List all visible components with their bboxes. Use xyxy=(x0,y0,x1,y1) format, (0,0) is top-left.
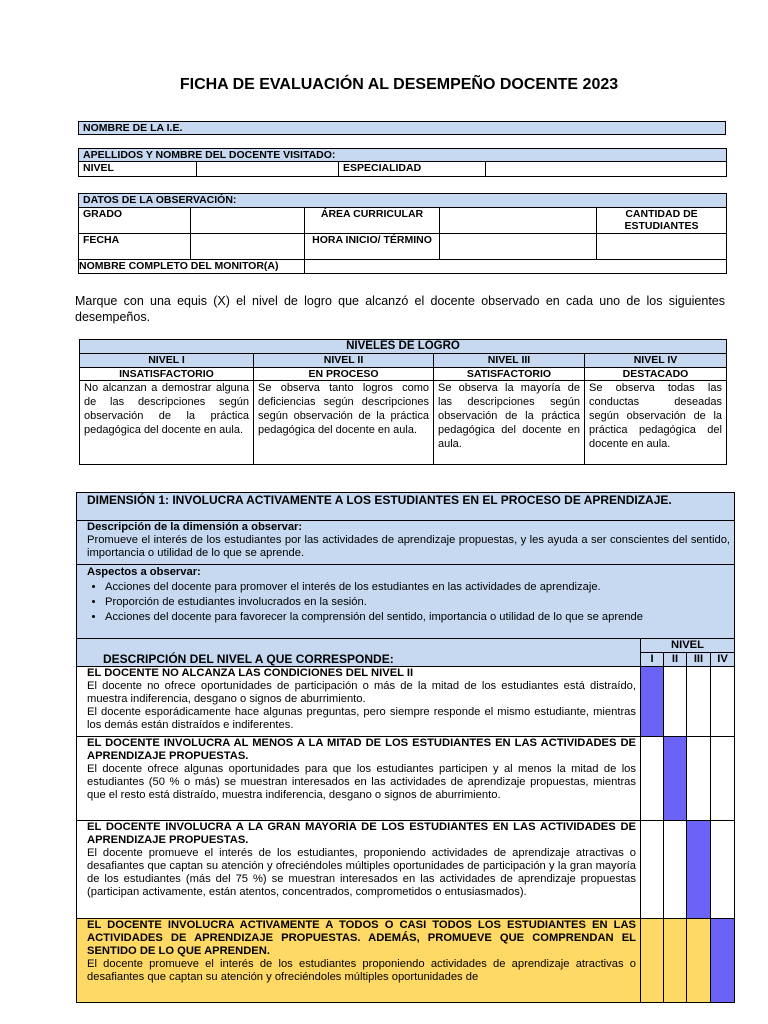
especialidad-field[interactable] xyxy=(486,162,727,177)
table-row xyxy=(77,919,735,1003)
nivel-4-desc: Se observa todas las conductas deseadas según observación de la práctica pedagógica del docente en aula. xyxy=(585,381,727,465)
row-title: EL DOCENTE INVOLUCRA A LA GRAN MAYORÍA DE LOS ESTUDIANTES EN LAS ACTIVIDADES DE APRENDIZAJE PROPUESTAS. xyxy=(87,821,636,846)
aspecto-item: • Acciones del docente para promover el interés de los estudiantes en las actividades de aprendizaje. xyxy=(105,580,730,595)
nivel-label: NIVEL xyxy=(79,162,197,177)
level-col-iii: III xyxy=(687,653,711,667)
nivel-4-name: DESTACADO xyxy=(585,368,727,381)
nivel-col-header: NIVEL xyxy=(641,639,735,653)
nivel-1-desc: No alcanzan a demostrar alguna de las descripciones según observación de la práctica pedagógica del docente en aula. xyxy=(80,381,254,465)
row-desc: El docente promueve el interés de los estudiantes proponiendo actividades de aprendizaje atractivas o desafiantes que captan su atención y ofreciéndoles múltiples oportunidades de xyxy=(87,958,636,983)
cantidad-label: CANTIDAD DE ESTUDIANTES xyxy=(597,208,727,234)
nivel-2-label: NIVEL II xyxy=(254,354,434,368)
area-field[interactable] xyxy=(440,208,597,234)
level-cell-ii[interactable] xyxy=(664,667,687,737)
level-col-iv: IV xyxy=(711,653,735,667)
nivel-1-label: NIVEL I xyxy=(80,354,254,368)
observacion-table xyxy=(78,193,727,274)
level-cell-iii[interactable] xyxy=(687,821,711,919)
dimension-desc-label: Descripción de la dimensión a observar: xyxy=(87,521,303,533)
hora-field[interactable] xyxy=(440,234,597,260)
level-cell-ii[interactable] xyxy=(664,821,687,919)
level-cell-i[interactable] xyxy=(641,821,664,919)
level-cell-iv[interactable] xyxy=(711,737,735,821)
row-desc: El docente promueve el interés de los estudiantes, proponiendo actividades de aprendizaje atractivas o desafiantes que captan su atención y ofreciéndoles múltiples oportunidades de participación y la gran mayoría de los estudiantes (más del 75 %) se muestran interesados en las actividades de aprendizaje propuestas (participan activamente, están atentos, concentrados, comprometidos o entusiasmados). xyxy=(87,847,636,898)
nivel-4-label: NIVEL IV xyxy=(585,354,727,368)
nivel-2-desc: Se observa tanto logros como deficiencias según descripciones según observación de la práctica pedagógica del docente en aula. xyxy=(254,381,434,465)
aspecto-item: • Acciones del docente para favorecer la comprensión del sentido, importancia o utilidad de lo que se aprende xyxy=(105,610,730,625)
level-cell-iv[interactable] xyxy=(711,667,735,737)
niveles-header: NIVELES DE LOGRO xyxy=(80,340,727,354)
fecha-label: FECHA xyxy=(79,234,191,260)
aspectos-label: Aspectos a observar: xyxy=(87,566,201,578)
monitor-field[interactable] xyxy=(305,260,727,274)
row-desc: El docente ofrece algunas oportunidades para que los estudiantes participen y al menos la mitad de los estudiantes (50 % o más) se muestran interesados en las actividades de aprendizaje propuestas, mientras que el resto está distraído, muestra indiferencia, desgano o signos de aburrimiento. xyxy=(87,763,636,801)
docente-table xyxy=(78,148,727,177)
level-col-ii: II xyxy=(664,653,687,667)
level-cell-ii[interactable] xyxy=(664,737,687,821)
row-desc: El docente esporádicamente hace algunas preguntas, pero siempre responde el mismo estudiante, mientras los demás están distraídos e indiferentes. xyxy=(87,706,636,731)
level-col-i: I xyxy=(641,653,664,667)
row-title: EL DOCENTE NO ALCANZA LAS CONDICIONES DEL NIVEL II xyxy=(87,667,414,679)
niveles-table xyxy=(79,339,727,465)
aspecto-item: • Proporción de estudiantes involucrados en la sesión. xyxy=(105,595,730,610)
level-cell-i[interactable] xyxy=(641,667,664,737)
ie-label: NOMBRE DE LA I.E. xyxy=(79,122,726,135)
observacion-header: DATOS DE LA OBSERVACIÓN: xyxy=(79,194,727,208)
dimension-table xyxy=(76,492,735,1003)
cantidad-field[interactable] xyxy=(597,234,727,260)
instruction-text: Marque con una equis (X) el nivel de logro que alcanzó el docente observado en cada uno de los siguientes desempeños. xyxy=(75,294,725,324)
table-row xyxy=(77,821,735,919)
level-cell-iii[interactable] xyxy=(687,737,711,821)
nivel-3-label: NIVEL III xyxy=(434,354,585,368)
grado-label: GRADO xyxy=(79,208,191,234)
dimension-title: DIMENSIÓN 1: INVOLUCRA ACTIVAMENTE A LOS ESTUDIANTES EN EL PROCESO DE APRENDIZAJE. xyxy=(77,493,735,521)
grado-field[interactable] xyxy=(191,208,305,234)
level-cell-iv[interactable] xyxy=(711,821,735,919)
hora-label: HORA INICIO/ TÉRMINO xyxy=(305,234,440,260)
aspectos-list xyxy=(87,580,730,625)
level-cell-i[interactable] xyxy=(641,919,664,1003)
level-cell-i[interactable] xyxy=(641,737,664,821)
nivel-3-desc: Se observa la mayoría de las descripciones según observación de la práctica pedagógica del docente en aula. xyxy=(434,381,585,465)
row-title: EL DOCENTE INVOLUCRA AL MENOS A LA MITAD DE LOS ESTUDIANTES EN LAS ACTIVIDADES DE APRENDIZAJE PROPUESTAS. xyxy=(87,737,636,762)
nivel-field[interactable] xyxy=(197,162,339,177)
nivel-3-name: SATISFACTORIO xyxy=(434,368,585,381)
level-cell-iv[interactable] xyxy=(711,919,735,1003)
level-cell-iii[interactable] xyxy=(687,919,711,1003)
row-title: EL DOCENTE INVOLUCRA ACTIVAMENTE A TODOS O CASI TODOS LOS ESTUDIANTES EN LAS ACTIVIDADES DE APRENDIZAJE PROPUESTAS. ADEMÁS, PROMUEVE QUE COMPRENDAN EL SENTIDO DE LO QUE APRENDEN. xyxy=(87,919,636,957)
level-cell-ii[interactable] xyxy=(664,919,687,1003)
fecha-field[interactable] xyxy=(191,234,305,260)
page-title: FICHA DE EVALUACIÓN AL DESEMPEÑO DOCENTE 2023 xyxy=(179,76,619,93)
area-label: ÁREA CURRICULAR xyxy=(305,208,440,234)
docente-label: APELLIDOS Y NOMBRE DEL DOCENTE VISITADO: xyxy=(79,149,727,162)
monitor-label: NOMBRE COMPLETO DEL MONITOR(A) xyxy=(79,260,305,274)
table-row xyxy=(77,737,735,821)
nivel-1-name: INSATISFACTORIO xyxy=(80,368,254,381)
nivel-2-name: EN PROCESO xyxy=(254,368,434,381)
row-desc: El docente no ofrece oportunidades de participación o más de la mitad de los estudiantes está distraído, muestra indiferencia, desgano o signos de aburrimiento. xyxy=(87,680,636,705)
descripcion-nivel-header: DESCRIPCIÓN DEL NIVEL A QUE CORRESPONDE: xyxy=(77,639,641,667)
especialidad-label: ESPECIALIDAD xyxy=(339,162,486,177)
dimension-desc-text: Promueve el interés de los estudiantes por las actividades de aprendizaje propuestas, y les ayuda a ser conscientes del sentido, importancia o utilidad de lo que se aprende. xyxy=(87,534,731,559)
table-row xyxy=(77,667,735,737)
level-cell-iii[interactable] xyxy=(687,667,711,737)
ie-table xyxy=(78,121,726,135)
